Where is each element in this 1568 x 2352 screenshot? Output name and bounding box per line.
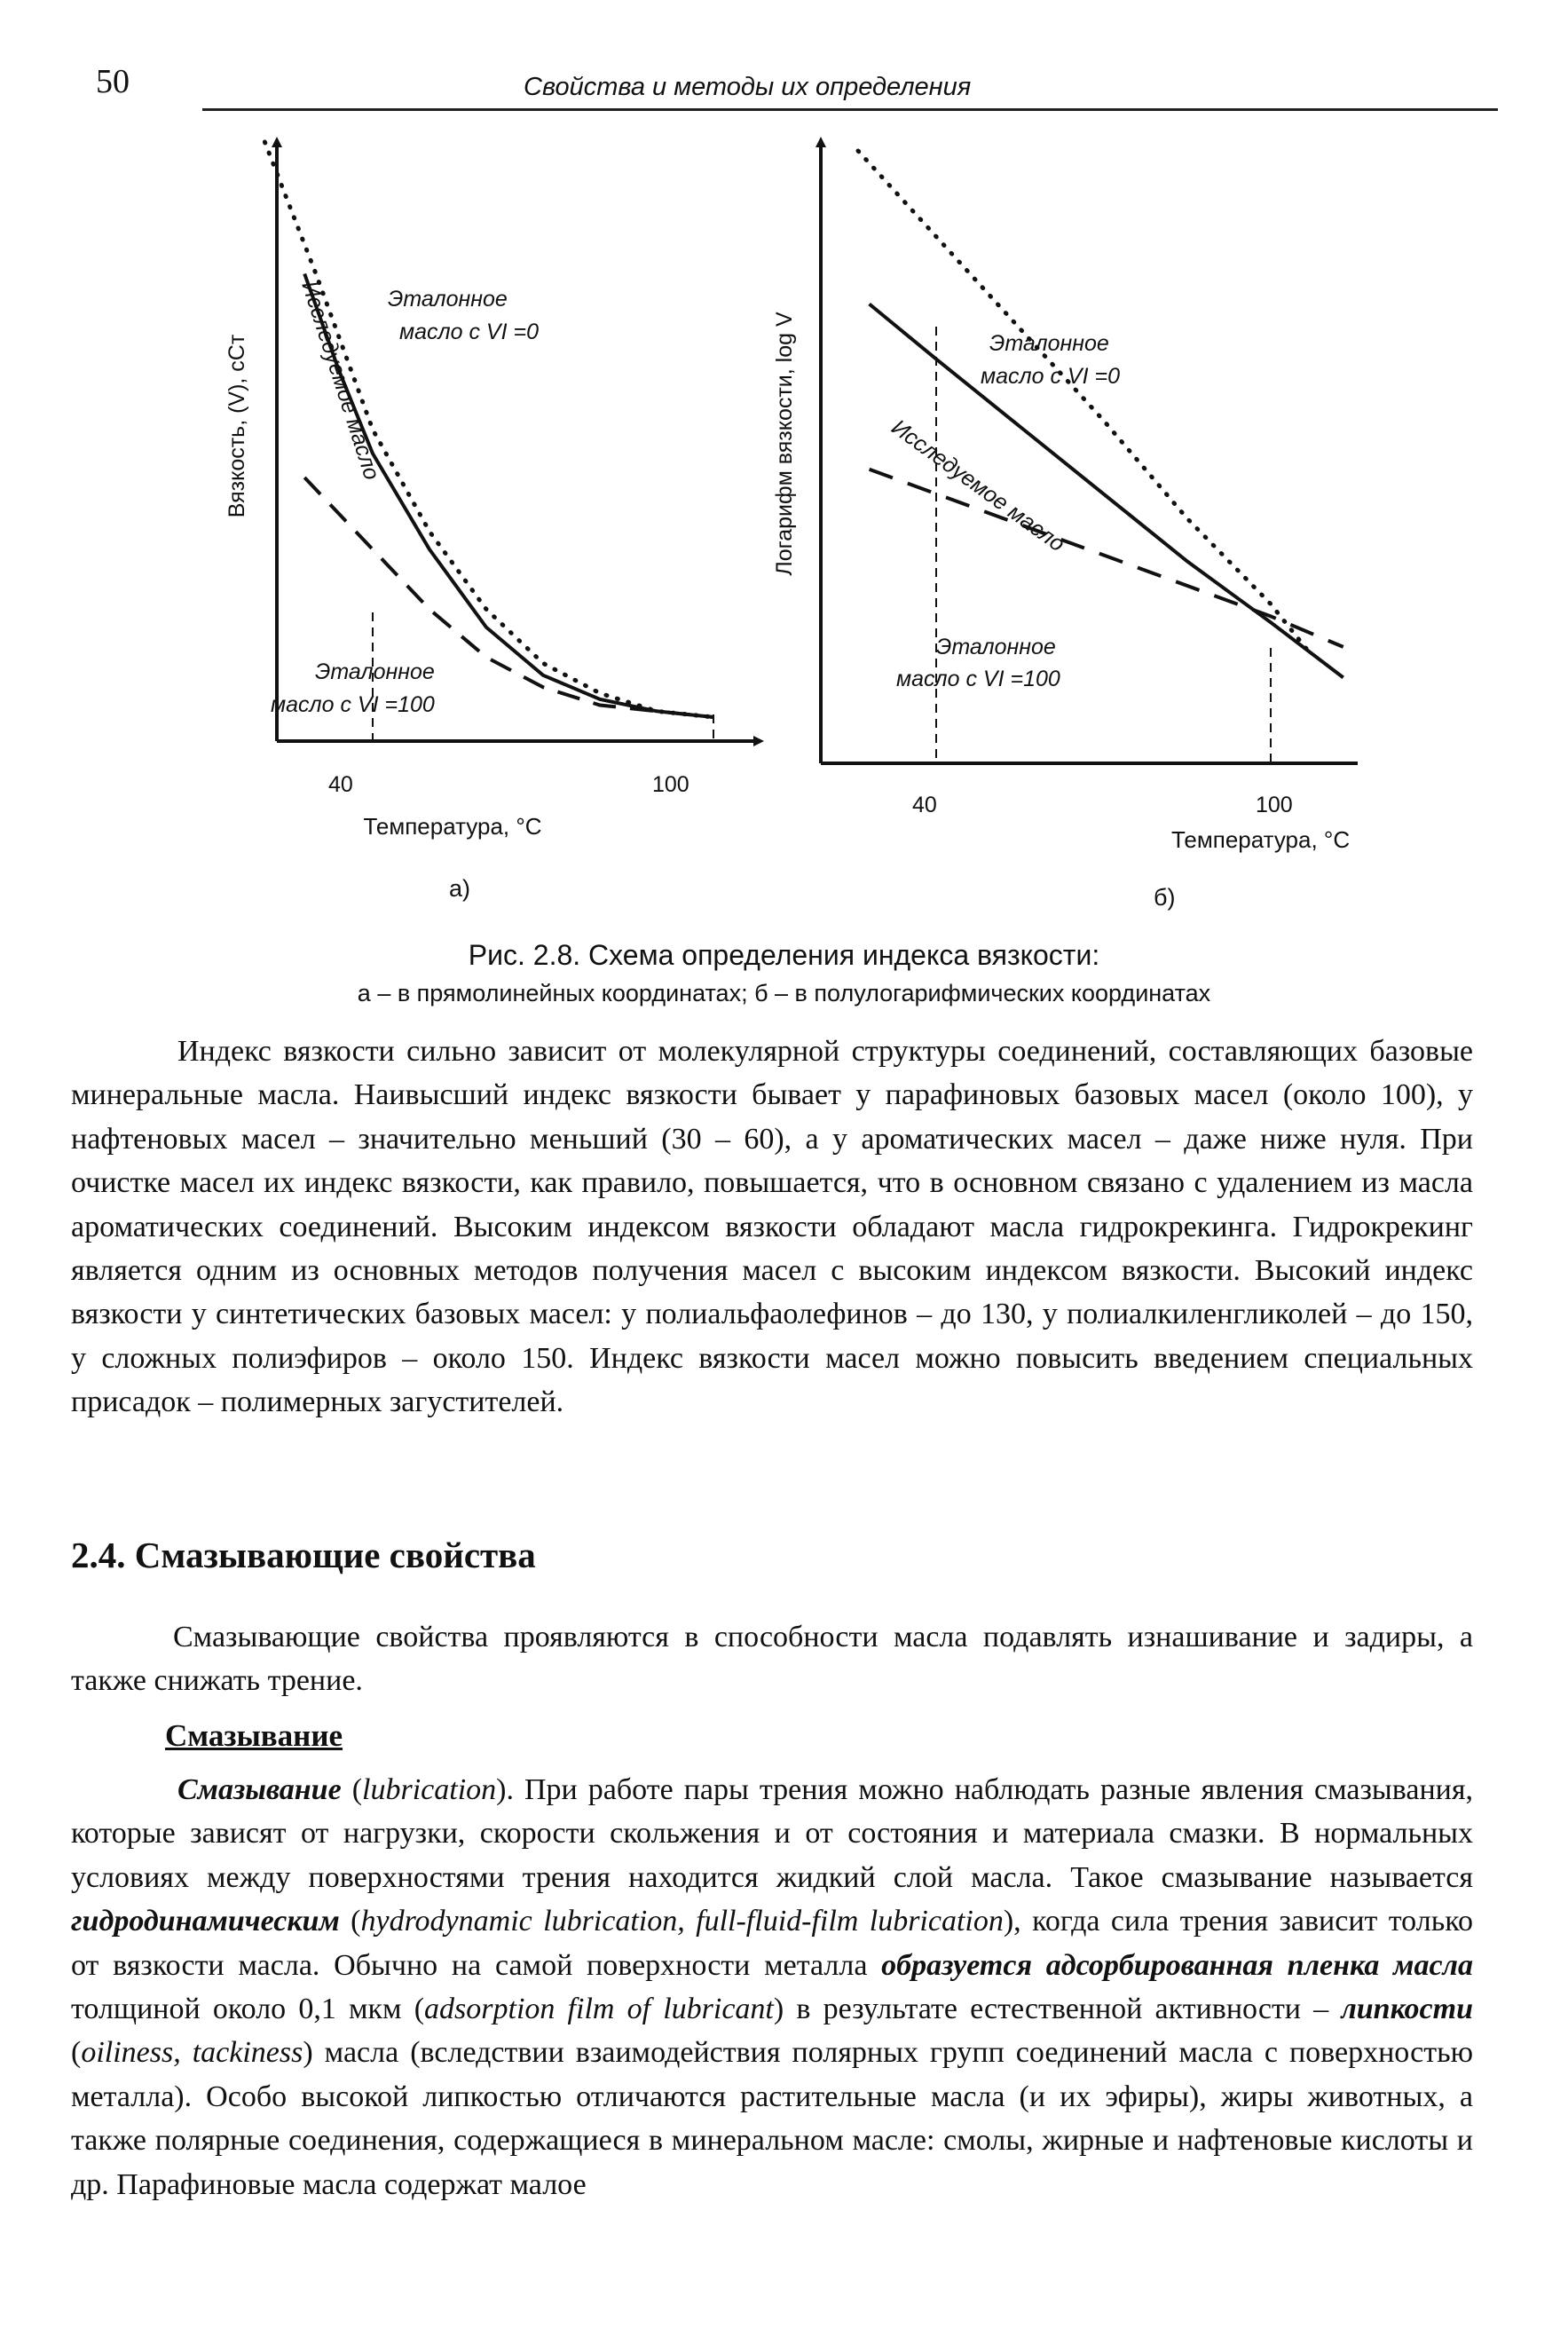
english-term: adsorption film of lubricant [424, 1993, 774, 2026]
tick-label-40-b: 40 [912, 793, 937, 817]
xlabel-b: Температура, °С [1171, 826, 1351, 853]
text-run: ( [71, 2036, 82, 2070]
panel-label-b: б) [1154, 884, 1176, 911]
test-label-b: Исследуемое масло [886, 414, 1070, 557]
figure-caption-title: Рис. 2.8. Схема определения индекса вязкости: [468, 939, 1100, 971]
header-rule [202, 108, 1498, 111]
page-number: 50 [96, 63, 130, 100]
subheading-lubrication: Смазывание [165, 1718, 343, 1753]
text-run: ) масла (вследствии взаимодействия полярных групп соединений масла с поверхностью металла). Особо высокой липкостью отличаются растительные масла (и их эфиры), жиры животных, а также полярные соединения, содержащиеся в минеральном масле: смолы, жирные и нафтеновые кислоты и др. Парафиновые масла содержат малое [71, 2036, 1473, 2201]
tick-label-40-a: 40 [328, 772, 353, 797]
figure-viscosity-index [0, 124, 1568, 923]
test-label-a: Исследуемое масло [296, 278, 385, 484]
chart-panel-b [772, 142, 1358, 911]
text-run: ), когда сила трения зависит только от вязкости масла. Обычно на самой поверхности металла [71, 1905, 1473, 1982]
ref100-label-line2-b: масло с VI =100 [896, 667, 1060, 691]
text-run: ). При работе пары трения можно наблюдать разные явления смазывания, которые зависят от нагрузки, скорости скольжения и от состояния и материала смазки. В нормальных условиях между поверхностями трения находится жидкий слой масла. Такое смазывание называется [71, 1773, 1473, 1894]
series-test-oil-b [870, 304, 1343, 678]
ref0-label-line1-b: Эталонное [989, 331, 1109, 356]
text-run: ) в результате естественной активности – [773, 1993, 1342, 2026]
paragraph-lubricating-properties: Смазывающие свойства проявляются в способности масла подавлять изнашивание и задиры, а также снижать трение. [71, 1621, 1473, 1698]
ref0-label-line2-a: масло с VI =0 [399, 320, 540, 344]
text-run: ( [339, 1905, 361, 1938]
term-lubrication: Смазывание [177, 1773, 342, 1806]
paragraph-viscosity-index: Индекс вязкости сильно зависит от молекулярной структуры соединений, составляющих базовые минеральные масла. Наивысший индекс вязкости бывает у парафиновых базовых масел (около 100), у нафтеновых масел – значительно меньший (30 – 60), а у ароматических масел – даже ниже нуля. При очистке масел их индекс вязкости, как правило, повышается, что в основном связано с удалением из масла ароматических соединений. Высоким индексом вязкости обладают масла гидрокрекинга. Гидрокрекинг является одним из основных методов получения масел с высоким индексом вязкости. Высокий индекс вязкости у синтетических базовых масел: у полиальфаолефинов – до 130, у полиалкиленгликолей – до 150, у сложных полиэфиров – около 150. Индекс вязкости масел можно повысить введением специальных присадок – полимерных загустителей. [71, 1035, 1473, 1419]
english-term: hydrodynamic lubrication, full-fluid-film lubrication [360, 1905, 1004, 1938]
term-oiliness: липкости [1341, 1993, 1473, 2026]
ref0-label-line1-a: Эталонное [388, 287, 508, 312]
ylabel-b: Логарифм вязкости, log V [772, 312, 797, 576]
section-heading: 2.4. Смазывающие свойства [71, 1535, 536, 1575]
running-header: Свойства и методы их определения [524, 73, 972, 101]
paragraph-lubrication [71, 1768, 1473, 2206]
xlabel-a: Температура, °С [363, 813, 542, 840]
figure-caption-subtitle: а – в прямолинейных координатах; б – в полулогарифмических координатах [357, 980, 1211, 1006]
series-ref-vi0-b [858, 151, 1310, 653]
ylabel-a: Вязкость, (V), сСт [225, 334, 249, 518]
ref100-label-line1-b: Эталонное [936, 635, 1056, 659]
ref100-label-line2-a: масло с VI =100 [271, 692, 435, 717]
term-adsorbed-film: образуется адсорбированная пленка масла [881, 1948, 1473, 1982]
ref0-label-line2-b: масло с VI =0 [981, 364, 1121, 389]
english-term: oiliness, tackiness [81, 2036, 303, 2070]
term-hydrodynamic: гидродинамическим [71, 1905, 340, 1938]
ref100-label-line1-a: Эталонное [315, 659, 435, 684]
panel-label-a: а) [448, 875, 471, 902]
tick-label-100-a: 100 [652, 772, 689, 797]
tick-label-100-b: 100 [1256, 793, 1293, 817]
text-run: ( [341, 1773, 363, 1806]
chart-panel-a [225, 142, 759, 902]
english-term: lubrication [362, 1773, 497, 1806]
text-run: толщиной около 0,1 мкм ( [71, 1993, 425, 2026]
